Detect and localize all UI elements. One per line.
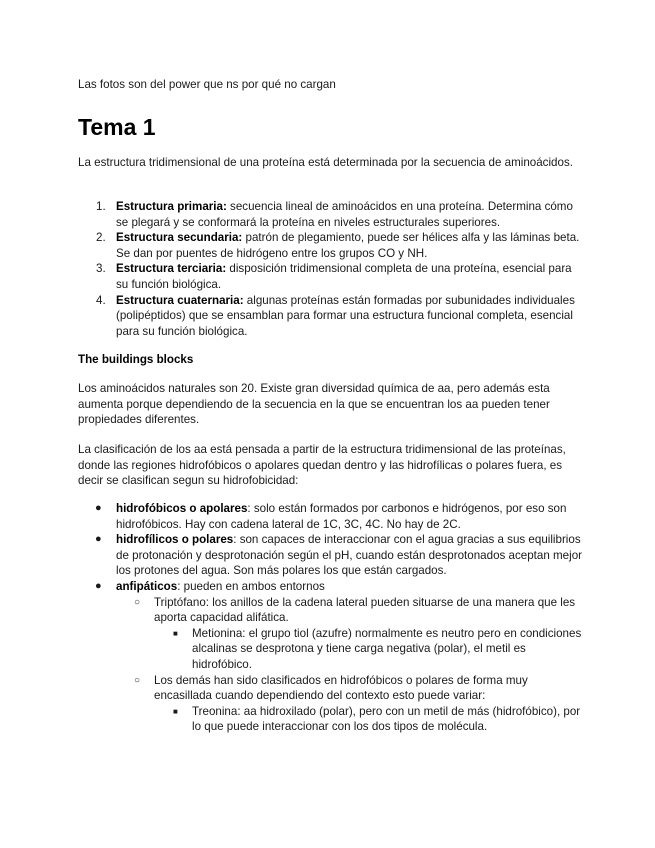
definition: algunas proteínas están formadas por subunidades individuales (polipéptidos) que se ensamblan para formar una estructura funcional completa, esencial para su función biológica. [116, 293, 575, 338]
sub-sub-list-item [154, 626, 583, 673]
term: hidrofílicos o polares [116, 533, 234, 547]
sub-sub-item-text: Metionina: el grupo tiol (azufre) normalmente es neutro pero en condiciones alcalinas se desprotona y tiene carga negativa (polar), el metil es hidrofóbico. [192, 626, 582, 671]
paragraph-aminoacids [78, 381, 583, 428]
term: Estructura primaria: [116, 200, 227, 213]
list-number: 2. [96, 231, 106, 245]
term: Estructura terciaria: [116, 262, 227, 276]
sub-list-item [116, 673, 583, 735]
intro-text: La estructura tridimensional de una proteína está determinada por la secuencia de aminoácidos. [78, 156, 573, 169]
bullet-icon: ● [95, 533, 102, 546]
term: Estructura cuaternaria: [116, 293, 244, 307]
square-bullet-icon: ■ [173, 628, 178, 638]
circle-bullet-icon: ○ [134, 596, 141, 608]
list-number: 3. [96, 262, 106, 276]
list-item [78, 293, 583, 340]
classification-list [78, 501, 583, 735]
structure-list [78, 199, 583, 339]
paragraph-text: Los aminoácidos naturales son 20. Existe gran diversidad química de aa, pero además esta aumenta porque dependiendo de la secuencia en la que se encuentran los aa pueden tener propiedades diferentes. [78, 382, 550, 427]
paragraph-text: La clasificación de los aa está pensada a partir de la estructura tridimensional de las proteínas, donde las regiones hidrofóbicos o apolares quedan dentro y las hidrofílicas o polares fuera, es decir se clasifican segun su hidrofobicidad: [78, 443, 566, 488]
intro-paragraph [78, 155, 583, 171]
paragraph-classification [78, 442, 583, 489]
definition: disposición tridimensional completa de una proteína, esencial para su función biológica. [116, 262, 572, 291]
definition: : solo están formados por carbonos e hidrógenos, por eso son hidrofóbicos. Hay con cadena lateral de 1C, 3C, 4C. No hay de 2C. [116, 502, 567, 531]
sub-list-item [116, 595, 583, 673]
definition: patrón de plegamiento, puede ser hélices alfa y las láminas beta. Se dan por puentes de hidrógeno entre los grupos CO y NH. [116, 231, 580, 260]
list-number: 4. [96, 293, 106, 307]
note-text: Las fotos son del power que ns por qué no cargan [78, 78, 336, 91]
list-item [78, 230, 583, 261]
sub-sub-list-item [154, 704, 583, 735]
list-item [78, 261, 583, 292]
list-item [78, 501, 583, 532]
sub-sub-item-text: Treonina: aa hidroxilado (polar), pero con un metil de más (hidrofóbico), por lo que puede interaccionar con los dos tipos de molécula. [192, 704, 581, 734]
bullet-icon: ● [95, 502, 102, 514]
list-item [78, 199, 583, 230]
definition: secuencia lineal de aminoácidos en una proteína. Determina cómo se plegará y se conformará la proteína en niveles estructurales superiores. [116, 200, 573, 229]
definition: : son capaces de interaccionar con el agua gracias a sus equilibrios de protonación y desprotonación según el pH, cuando están desprotonados aceptan mejor los protones del agua. Son más polares los que están cargados. [116, 533, 583, 578]
square-bullet-icon: ■ [173, 706, 178, 716]
list-number: 1. [96, 200, 106, 213]
sub-item-text: Triptófano: los anillos de la cadena lateral pueden situarse de una manera que les aporta capacidad alifática. [154, 595, 576, 625]
list-item [78, 532, 583, 579]
sub-item-text: Los demás han sido clasificados en hidrofóbicos o polares de forma muy encasillada cuando dependiendo del contexto esto puede variar: [154, 673, 528, 703]
circle-bullet-icon: ○ [134, 674, 141, 686]
term: hidrofóbicos o apolares [116, 502, 248, 515]
page-title: Tema 1 [78, 114, 156, 140]
bullet-icon: ● [95, 579, 102, 592]
section-heading: The buildings blocks [78, 353, 194, 366]
definition: : pueden en ambos entornos [177, 579, 325, 593]
list-item [78, 579, 583, 735]
term: anfipáticos [116, 579, 178, 593]
term: Estructura secundaria: [116, 231, 243, 245]
